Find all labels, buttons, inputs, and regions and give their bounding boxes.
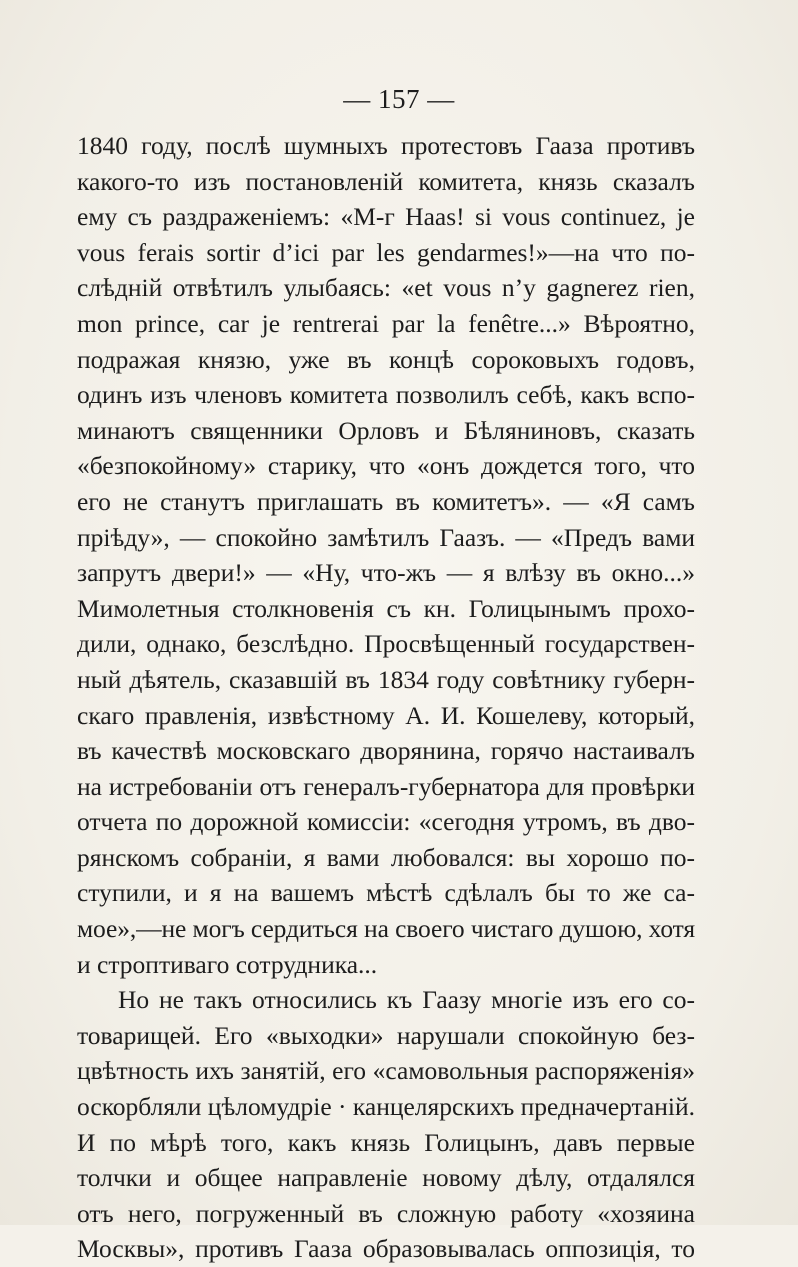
text-line: отчета по дорожной комиссіи: «сегодня утромъ, въ дво- <box>77 807 695 837</box>
text-line: пріѣду», — спокойно замѣтилъ Гаазъ. — «Предъ вами <box>77 522 695 552</box>
text-line: дили, однако, безслѣдно. Просвѣщенный государствен- <box>77 629 695 659</box>
text-line: оскорбляли цѣломудріе · канцелярскихъ предначертаній. <box>77 1092 695 1122</box>
text-line: «безпокойному» старику, что «онъ дождется того, что <box>77 451 695 481</box>
text-line: одинъ изъ членовъ комитета позволилъ себѣ, какъ вспо- <box>77 380 695 410</box>
text-line: товарищей. Его «выходки» нарушали спокойную без- <box>77 1020 695 1050</box>
text-line: минаютъ священники Орловъ и Бѣляниновъ, сказать <box>77 415 695 445</box>
text-line: его не станутъ приглашать въ комитетъ». — «Я самъ <box>77 486 695 516</box>
text-line: 1840 году, послѣ шумныхъ протестовъ Гааза противъ <box>77 131 695 160</box>
text-line: рянскомъ собраніи, я вами любовался: вы хорошо по- <box>77 842 695 872</box>
text-line: Москвы», противъ Гааза образовывалась оппозиція, то <box>77 1234 695 1264</box>
body-text <box>77 128 695 1267</box>
text-line: отъ него, погруженный въ сложную работу «хозяина <box>77 1198 695 1228</box>
text-line: mon prince, car je rentrerai par la fenêtre...» Вѣроятно, <box>77 308 695 338</box>
text-line: ему съ раздраженіемъ: «М-г Haas! si vous continuez, je <box>77 202 695 232</box>
text-line: слѣдній отвѣтилъ улыбаясь: «et vous n’y gagnerez rien, <box>77 273 695 303</box>
text-line: ступили, и я на вашемъ мѣстѣ сдѣлалъ бы то же са- <box>77 878 695 908</box>
text-line: на истребованіи отъ генералъ-губернатора для провѣрки <box>77 771 695 801</box>
text-line: Но не такъ относились къ Гаазу многіе изъ его со- <box>118 985 695 1015</box>
text-line: И по мѣрѣ того, какъ князь Голицынъ, давъ первые <box>77 1127 695 1157</box>
text-line: толчки и общее направленіе новому дѣлу, отдалялся <box>77 1163 695 1193</box>
text-line: Мимолетныя столкновенія съ кн. Голицынымъ прохо- <box>77 593 695 623</box>
text-line: въ качествѣ московскаго дворянина, горячо настаивалъ <box>77 736 695 766</box>
text-line: мое»,—не могъ сердиться на своего чистаго душою, хотя <box>77 914 695 944</box>
text-line: vous ferais sortir d’ici par les gendarmes!»—на что по- <box>77 237 695 267</box>
text-line: ный дѣятель, сказавшій въ 1834 году совѣтнику губерн- <box>77 664 695 694</box>
text-line: подражая князю, уже въ концѣ сороковыхъ годовъ, <box>77 344 695 374</box>
text-line: запрутъ двери!» — «Ну, что-жъ — я влѣзу въ окно...» <box>77 558 695 588</box>
page-number: — 157 — <box>343 84 455 114</box>
text-line: скаго правленія, извѣстному А. И. Кошелеву, который, <box>77 700 695 730</box>
text-line: цвѣтность ихъ занятій, его «самовольныя распоряженія» <box>77 1056 695 1086</box>
text-line: и строптиваго сотрудника... <box>77 949 378 979</box>
text-line: какого-то изъ постановленій комитета, князь сказалъ <box>77 166 695 196</box>
